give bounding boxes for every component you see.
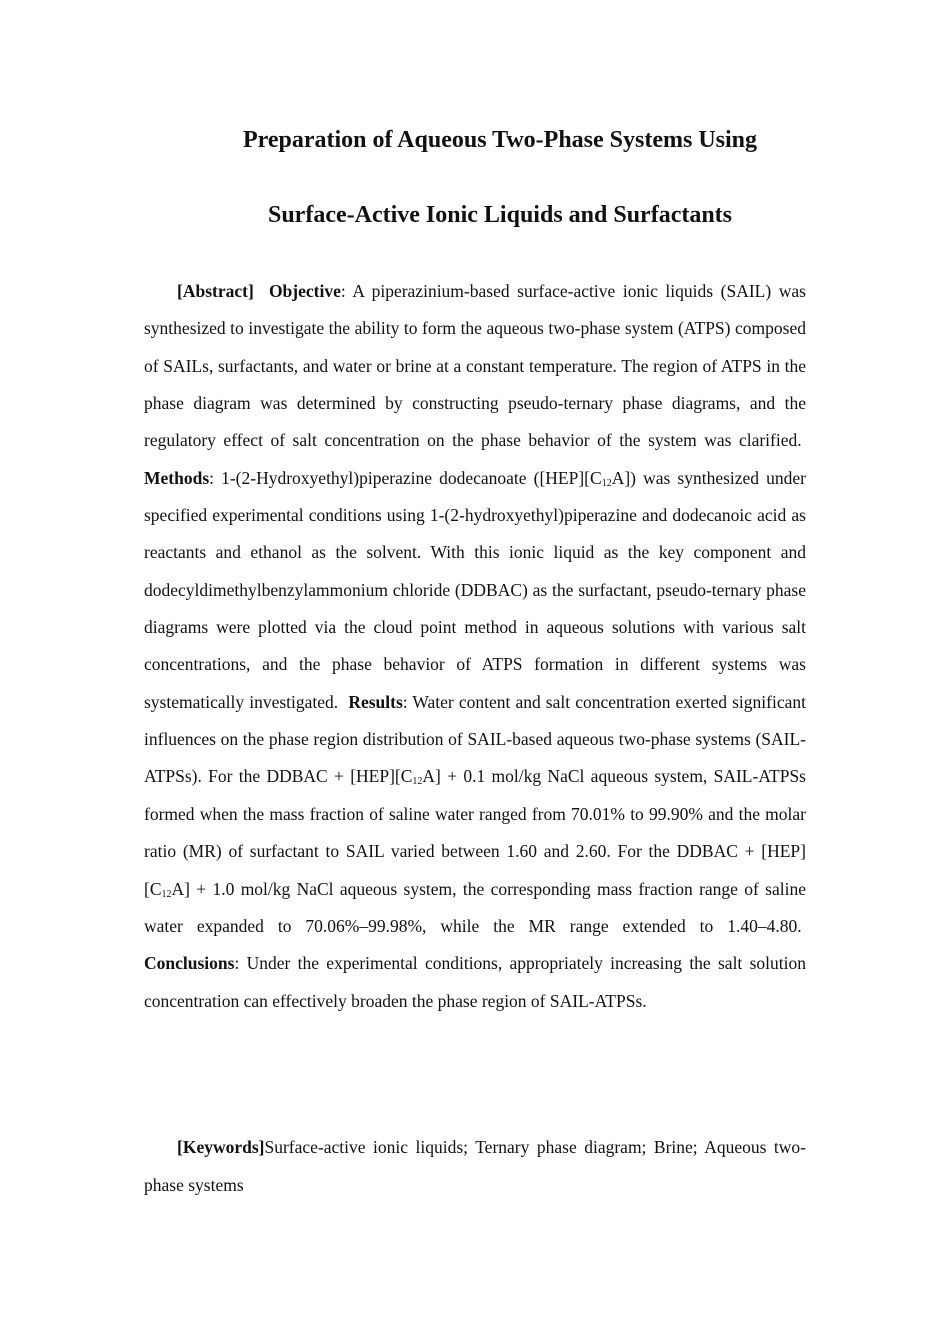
results-text-continued: A] + 0.1 mol/kg NaCl aqueous system, SAIL-ATPSs formed when the mass fraction of saline water ranged from 70.01% to 99.90% and the molar ratio (MR) of surfactant to SAIL varied between 1.60 and 2.60. For the DDBAC + [HEP][C: [144, 766, 806, 899]
methods-text-continued: A]) was synthesized under specified experimental conditions using 1-(2-hydroxyethyl)piperazine and dodecanoic acid as reactants and ethanol as the solvent. With this ionic liquid as the key component and dodecyldimethylbenzylammonium chloride (DDBAC) as the surfactant, pseudo-ternary phase diagrams were plotted via the cloud point method in aqueous solutions with various salt concentrations, and the phase behavior of ATPS formation in different systems was systematically investigated.: [144, 467, 806, 712]
conclusions-label: Conclusions: [144, 953, 235, 974]
results-text: : Water content and salt concentration exerted significant influences on the phase region distribution of SAIL-based aqueous two-phase systems (SAIL-ATPSs). For the DDBAC + [HEP][C: [144, 691, 806, 787]
methods-label: Methods: [144, 467, 210, 488]
methods-text: : 1-(2-Hydroxyethyl)piperazine dodecanoate ([HEP][C: [209, 467, 602, 488]
title-line-2: Surface-Active Ionic Liquids and Surfactants: [267, 202, 733, 228]
methods-subscript: 12: [601, 477, 612, 489]
objective-text: : A piperazinium-based surface-active ionic liquids (SAIL) was synthesized to investigate the ability to form the aqueous two-phase system (ATPS) composed of SAILs, surfactants, and water or brine at a constant temperature. The region of ATPS in the phase diagram was determined by constructing pseudo-ternary phase diagrams, and the regulatory effect of salt concentration on the phase behavior of the system was clarified.: [144, 281, 806, 451]
abstract-paragraph: [144, 273, 806, 1020]
results-text-end: A] + 1.0 mol/kg NaCl aqueous system, the corresponding mass fraction range of saline water expanded to 70.06%–99.98%, while the MR range extended to 1.40–4.80.: [144, 878, 806, 936]
keywords-text: Surface-active ionic liquids; Ternary phase diagram; Brine; Aqueous two-phase systems: [144, 1137, 806, 1195]
keywords-label: [Keywords]: [177, 1137, 265, 1157]
title-line-1: Preparation of Aqueous Two-Phase Systems Using: [242, 127, 758, 153]
keywords-paragraph: [144, 1129, 806, 1204]
objective-label: Objective: [268, 281, 341, 301]
conclusions-text: : Under the experimental conditions, appropriately increasing the salt solution concentration can effectively broaden the phase region of SAIL-ATPSs.: [144, 953, 806, 1011]
results-label: Results: [348, 691, 403, 712]
results-subscript-2: 12: [161, 888, 172, 900]
abstract-label: [Abstract]: [177, 281, 254, 301]
results-subscript-1: 12: [412, 776, 423, 788]
